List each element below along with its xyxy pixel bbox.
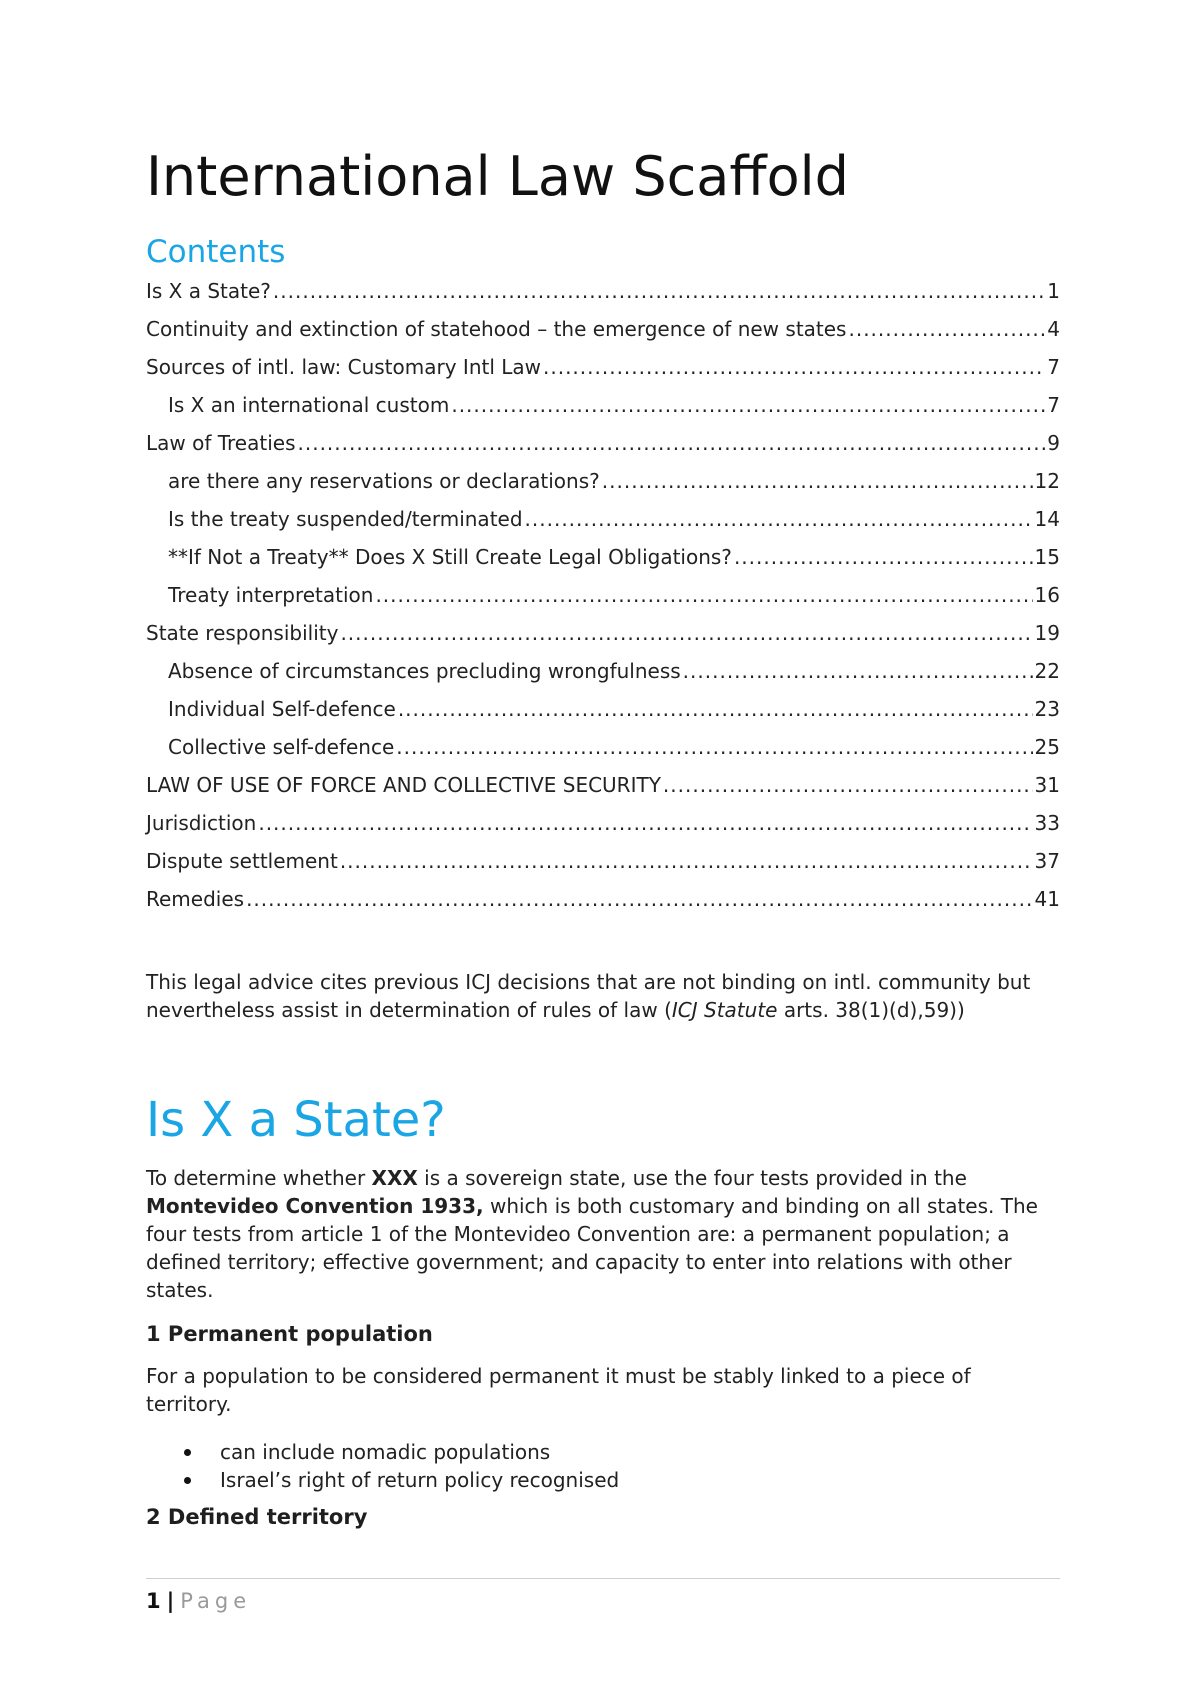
toc-page-number: 19 [1034,621,1060,645]
list-item-text: can include nomadic populations [220,1440,551,1464]
intro-text-end: arts. 38(1)(d),59)) [777,998,965,1022]
toc-entry-text: Jurisdiction [146,811,257,835]
table-of-contents [146,272,1060,918]
toc-entry-text: Treaty interpretation [168,583,374,607]
toc-dot-leader [602,462,1033,500]
bullet-icon [184,1477,191,1484]
toc-entry[interactable] [146,462,1060,500]
subheading-defined-territory: 2 Defined territory [146,1505,368,1529]
document-title: International Law Scaffold [146,145,849,208]
toc-dot-leader [663,766,1033,804]
toc-entry[interactable] [146,728,1060,766]
toc-dot-leader [396,728,1032,766]
toc-entry[interactable] [146,272,1060,310]
toc-entry-text: Is X an international custom [168,393,450,417]
toc-page-number: 7 [1047,355,1060,379]
toc-entry-text: Collective self-defence [168,735,395,759]
toc-entry[interactable] [146,766,1060,804]
list-item [184,1466,619,1494]
toc-dot-leader [246,880,1032,918]
toc-entry-text: Remedies [146,887,245,911]
contents-heading: Contents [146,234,286,270]
paragraph-bold-convention: Montevideo Convention 1933, [146,1194,484,1218]
section-paragraph [146,1164,1060,1304]
toc-dot-leader [375,576,1032,614]
bullet-list [184,1438,619,1494]
toc-page-number: 33 [1034,811,1060,835]
paragraph-text: is a sovereign state, use the four tests provided in the [417,1166,967,1190]
toc-page-number: 14 [1034,507,1060,531]
toc-page-number: 7 [1047,393,1060,417]
toc-page-number: 41 [1034,887,1060,911]
toc-entry[interactable] [146,690,1060,728]
toc-dot-leader [683,652,1033,690]
toc-entry[interactable] [146,348,1060,386]
toc-entry-text: Continuity and extinction of statehood – the emergence of new states [146,317,847,341]
toc-page-number: 37 [1034,849,1060,873]
intro-text: This legal advice cites previous ICJ decisions that are not binding on intl. community but nevertheless assist in determination of rules of law ( [146,970,1031,1022]
toc-dot-leader [273,272,1045,310]
paragraph-text: To determine whether [146,1166,372,1190]
toc-entry[interactable] [146,424,1060,462]
page-label: Page [180,1589,252,1613]
toc-entry-text: Is X a State? [146,279,271,303]
bullet-icon [184,1449,191,1456]
toc-entry-text: LAW OF USE OF FORCE AND COLLECTIVE SECURITY [146,773,661,797]
toc-page-number: 16 [1034,583,1060,607]
toc-dot-leader [543,348,1045,386]
toc-page-number: 9 [1047,431,1060,455]
toc-dot-leader [340,842,1033,880]
toc-entry[interactable] [146,804,1060,842]
list-item-text: Israel’s right of return policy recognised [220,1468,620,1492]
toc-dot-leader [848,310,1045,348]
toc-entry[interactable] [146,538,1060,576]
toc-entry[interactable] [146,576,1060,614]
toc-entry-text: Law of Treaties [146,431,296,455]
toc-dot-leader [398,690,1033,728]
toc-entry[interactable] [146,310,1060,348]
toc-entry-text: are there any reservations or declarations? [168,469,600,493]
page-footer [146,1586,251,1616]
toc-dot-leader [258,804,1032,842]
toc-page-number: 1 [1047,279,1060,303]
page-number: 1 [146,1589,161,1613]
toc-dot-leader [340,614,1032,652]
toc-dot-leader [734,538,1033,576]
toc-entry-text: Individual Self-defence [168,697,396,721]
toc-entry[interactable] [146,614,1060,652]
paragraph-text: which is both customary and binding on all states. The four tests from article 1 of the Montevideo Convention are: a permanent population; a defined territory; effective government; and capacity to enter into relations with other states. [146,1194,1038,1302]
footer-divider [146,1578,1060,1579]
toc-entry-text: Is the treaty suspended/terminated [168,507,523,531]
toc-entry-text: Absence of circumstances precluding wrongfulness [168,659,681,683]
toc-entry[interactable] [146,500,1060,538]
toc-entry-text: Dispute settlement [146,849,338,873]
paragraph-bold-xxx: XXX [371,1166,418,1190]
toc-entry-text: **If Not a Treaty** Does X Still Create Legal Obligations? [168,545,732,569]
toc-entry-text: State responsibility [146,621,339,645]
toc-page-number: 31 [1034,773,1060,797]
intro-paragraph [146,968,1060,1024]
toc-entry[interactable] [146,386,1060,424]
footer-separator: | [166,1589,175,1613]
subheading-permanent-population: 1 Permanent population [146,1322,433,1346]
list-item [184,1438,619,1466]
toc-entry[interactable] [146,842,1060,880]
toc-entry-text: Sources of intl. law: Customary Intl Law [146,355,541,379]
toc-page-number: 12 [1034,469,1060,493]
permanent-population-paragraph: For a population to be considered permanent it must be stably linked to a piece of territory. [146,1364,971,1416]
toc-entry[interactable] [146,880,1060,918]
toc-page-number: 4 [1047,317,1060,341]
toc-dot-leader [525,500,1033,538]
toc-page-number: 15 [1034,545,1060,569]
toc-page-number: 22 [1034,659,1060,683]
toc-dot-leader [298,424,1046,462]
toc-page-number: 25 [1034,735,1060,759]
section-heading-is-x-a-state: Is X a State? [146,1092,446,1148]
toc-entry[interactable] [146,652,1060,690]
toc-page-number: 23 [1034,697,1060,721]
intro-citation: ICJ Statute [671,998,778,1022]
toc-dot-leader [451,386,1045,424]
